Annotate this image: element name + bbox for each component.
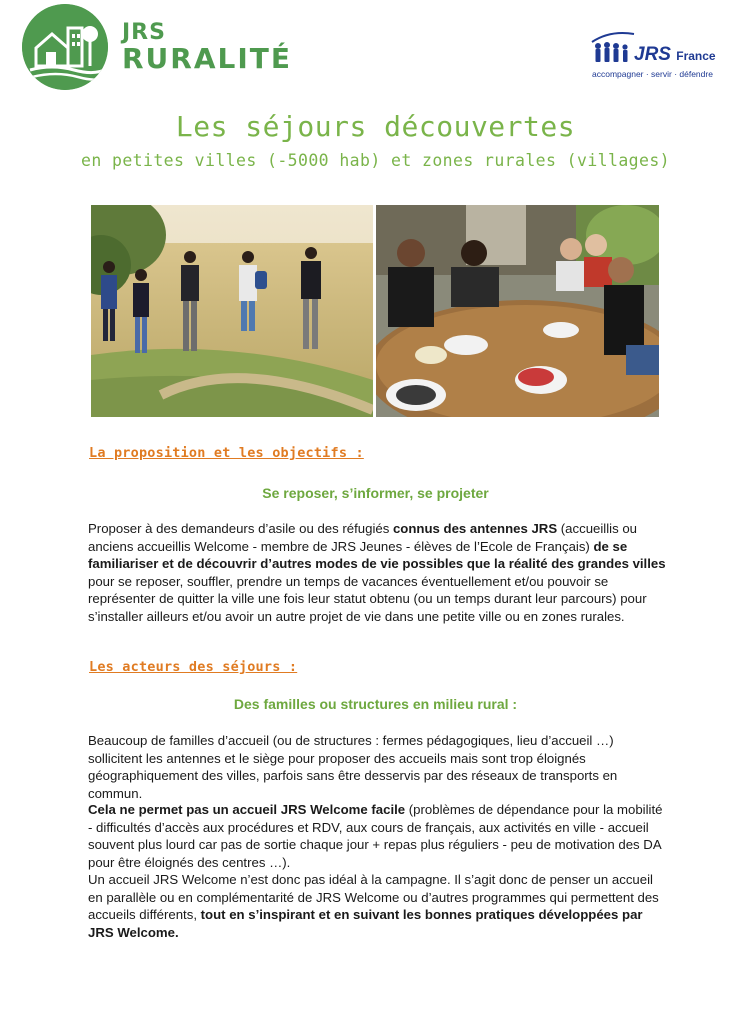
bold-run: connus des antennes JRS	[392, 521, 558, 536]
subheading-familles: Des familles ou structures en milieu rural :	[233, 696, 518, 712]
house-village-icon	[22, 4, 108, 90]
jrs-tagline: accompagner · servir · défendre	[592, 69, 713, 79]
text-run: Proposer à des demandeurs d’asile ou des réfugiés	[88, 521, 393, 536]
logo-line-1: JRS	[122, 19, 166, 45]
photo-meal-at-table	[376, 205, 659, 417]
logo-wordmark	[122, 21, 292, 73]
section-heading-proposition: La proposition et les objectifs :	[89, 445, 364, 461]
text-run: (problèmes de dépendance pour la mobilité - difficultés d’accès aux procédures et RDV, aux cours de français, aux activités en ville - accueil souvent plus lourd car pas de sortie chaque jour + repas plus réguliers - peu de motivation des DA pour être éloignés des centres …).	[88, 802, 663, 870]
jrs-brand: JRS	[634, 44, 671, 65]
section-heading-acteurs: Les acteurs des séjours :	[89, 659, 298, 675]
subheading-reposer: Se reposer, s’informer, se projeter	[262, 485, 489, 501]
logo-line-2: RURALITÉ	[122, 41, 293, 75]
bold-run: de se familiariser et de découvrir d’autres modes de vie possibles que la réalité des grandes villes	[88, 538, 666, 572]
page-subtitle: en petites villes (-5000 hab) et zones rurales (villages)	[80, 151, 671, 170]
people-figures-icon	[590, 28, 636, 68]
text-run: Un accueil JRS Welcome n’est donc pas idéal à la campagne. Il s’agit donc de penser un accueil en parallèle ou en complémentarité de JRS Welcome ou d’autres programmes qui permettent des accueils différents,	[88, 872, 659, 923]
paragraph-welcome-limits	[88, 801, 668, 871]
paragraph-parallel-accueil	[88, 871, 668, 941]
jrs-name	[634, 44, 716, 66]
paragraph-proposition	[88, 520, 668, 626]
text-run: pour se reposer, souffler, prendre un temps de vacances éventuellement et/ou pouvoir se représenter de quitter la ville une fois leur statut obtenu (ou un temps durant leur parcours) pour s’installer ailleurs et/ou avoir un autre projet de vie dans une petite ville ou en zones rurales.	[88, 573, 647, 624]
bold-run: Cela ne permet pas un accueil JRS Welcome facile	[88, 802, 406, 817]
jrs-country: France	[676, 49, 716, 63]
text-run: (accueillis ou anciens accueillis Welcome - membre de JRS Jeunes - élèves de l’Ecole de Français)	[88, 521, 638, 554]
bold-run: tout en s’inspirant et en suivant les bonnes pratiques développées par JRS Welcome.	[88, 907, 643, 940]
jrs-ruralite-logo	[22, 4, 292, 90]
photo-walk-in-field	[91, 205, 373, 417]
page-title: Les séjours découvertes	[175, 110, 576, 143]
paragraph-familles: Beaucoup de familles d’accueil (ou de structures : fermes pédagogiques, lieu d’accueil …) sollicitent les antennes et le siège pour proposer des accueils mais sont trop éloignés géographiquement des villes, parfois sans être desservis par des réseaux de transports en commun.	[88, 733, 618, 801]
